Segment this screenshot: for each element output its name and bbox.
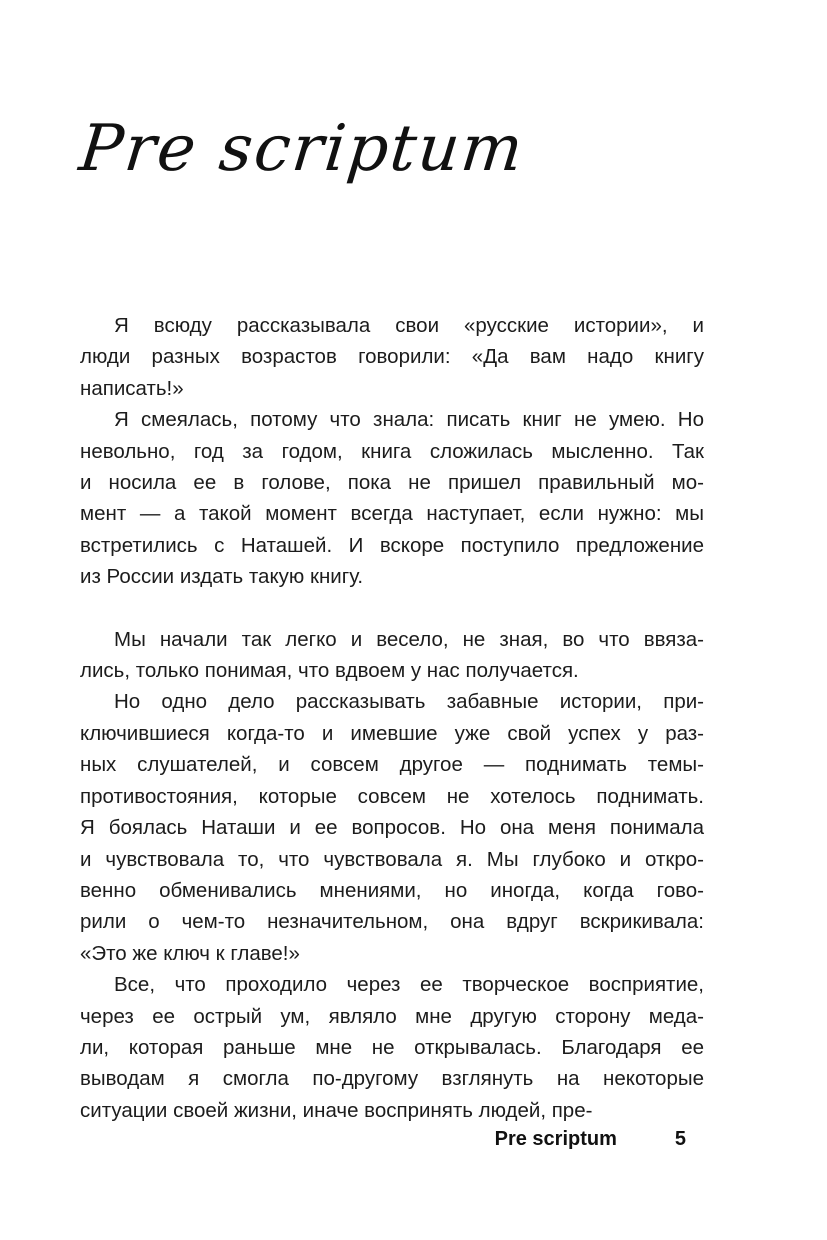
text-line: мент — а такой момент всегда наступает, если нужно: мы [80, 502, 704, 526]
running-header-label: Pre scriptum [494, 1128, 617, 1150]
text-line: Я всюду рассказывала свои «русские истории», и [114, 314, 704, 337]
text-line: выводам я смогла по-другому взглянуть на некоторые [80, 1067, 704, 1091]
text-line: рили о чем-то незначительном, она вдруг вскрикивала: [80, 910, 704, 934]
paragraph [80, 624, 704, 687]
text-line: через ее острый ум, являло мне другую сторону меда- [80, 1004, 704, 1028]
page-number: 5 [674, 1128, 686, 1150]
text-line: «Это же ключ к главе!» [80, 941, 300, 965]
text-line: венно обменивались мнениями, но иногда, когда гово- [80, 878, 704, 902]
paragraph [80, 686, 704, 969]
text-line: ных слушателей, и совсем другое — поднимать темы- [80, 753, 704, 777]
text-line: написать!» [80, 376, 184, 400]
text-line: люди разных возрастов говорили: «Да вам надо книгу [80, 345, 704, 369]
page-footer [80, 1128, 704, 1151]
text-line: из России издать такую книгу. [80, 565, 364, 589]
text-line: ключившиеся когда-то и имевшие уже свой успех у раз- [80, 721, 704, 745]
text-line: Мы начали так легко и весело, не зная, во что ввяза- [114, 627, 704, 651]
text-line: противостояния, которые совсем не хотелось поднимать. [80, 784, 704, 808]
text-line: и чувствовала то, что чувствовала я. Мы глубоко и откро- [80, 847, 704, 871]
text-line: Все, что проходило через ее творческое восприятие, [114, 973, 704, 997]
text-line: невольно, год за годом, книга сложилась мысленно. Так [80, 439, 704, 463]
text-line: Но одно дело рассказывать забавные истории, при- [114, 690, 704, 714]
paragraph [80, 404, 704, 592]
text-line: ли, которая раньше мне не открывалась. Благодаря ее [80, 1035, 704, 1059]
paragraph [80, 310, 704, 404]
text-line: встретились с Наташей. И вскоре поступило предложение [80, 533, 704, 557]
text-line: ситуации своей жизни, иначе воспринять людей, пре- [80, 1098, 593, 1122]
chapter-title: Pre scriptum [76, 112, 528, 186]
paragraph [80, 969, 704, 1126]
body-text [80, 310, 704, 1126]
text-line: Я смеялась, потому что знала: писать книг не умею. Но [114, 408, 704, 432]
text-line: Я боялась Наташи и ее вопросов. Но она меня понимала [80, 816, 704, 840]
text-line: и носила ее в голове, пока не пришел правильный мо- [80, 471, 704, 495]
text-line: лись, только понимая, что вдвоем у нас получается. [80, 659, 579, 683]
